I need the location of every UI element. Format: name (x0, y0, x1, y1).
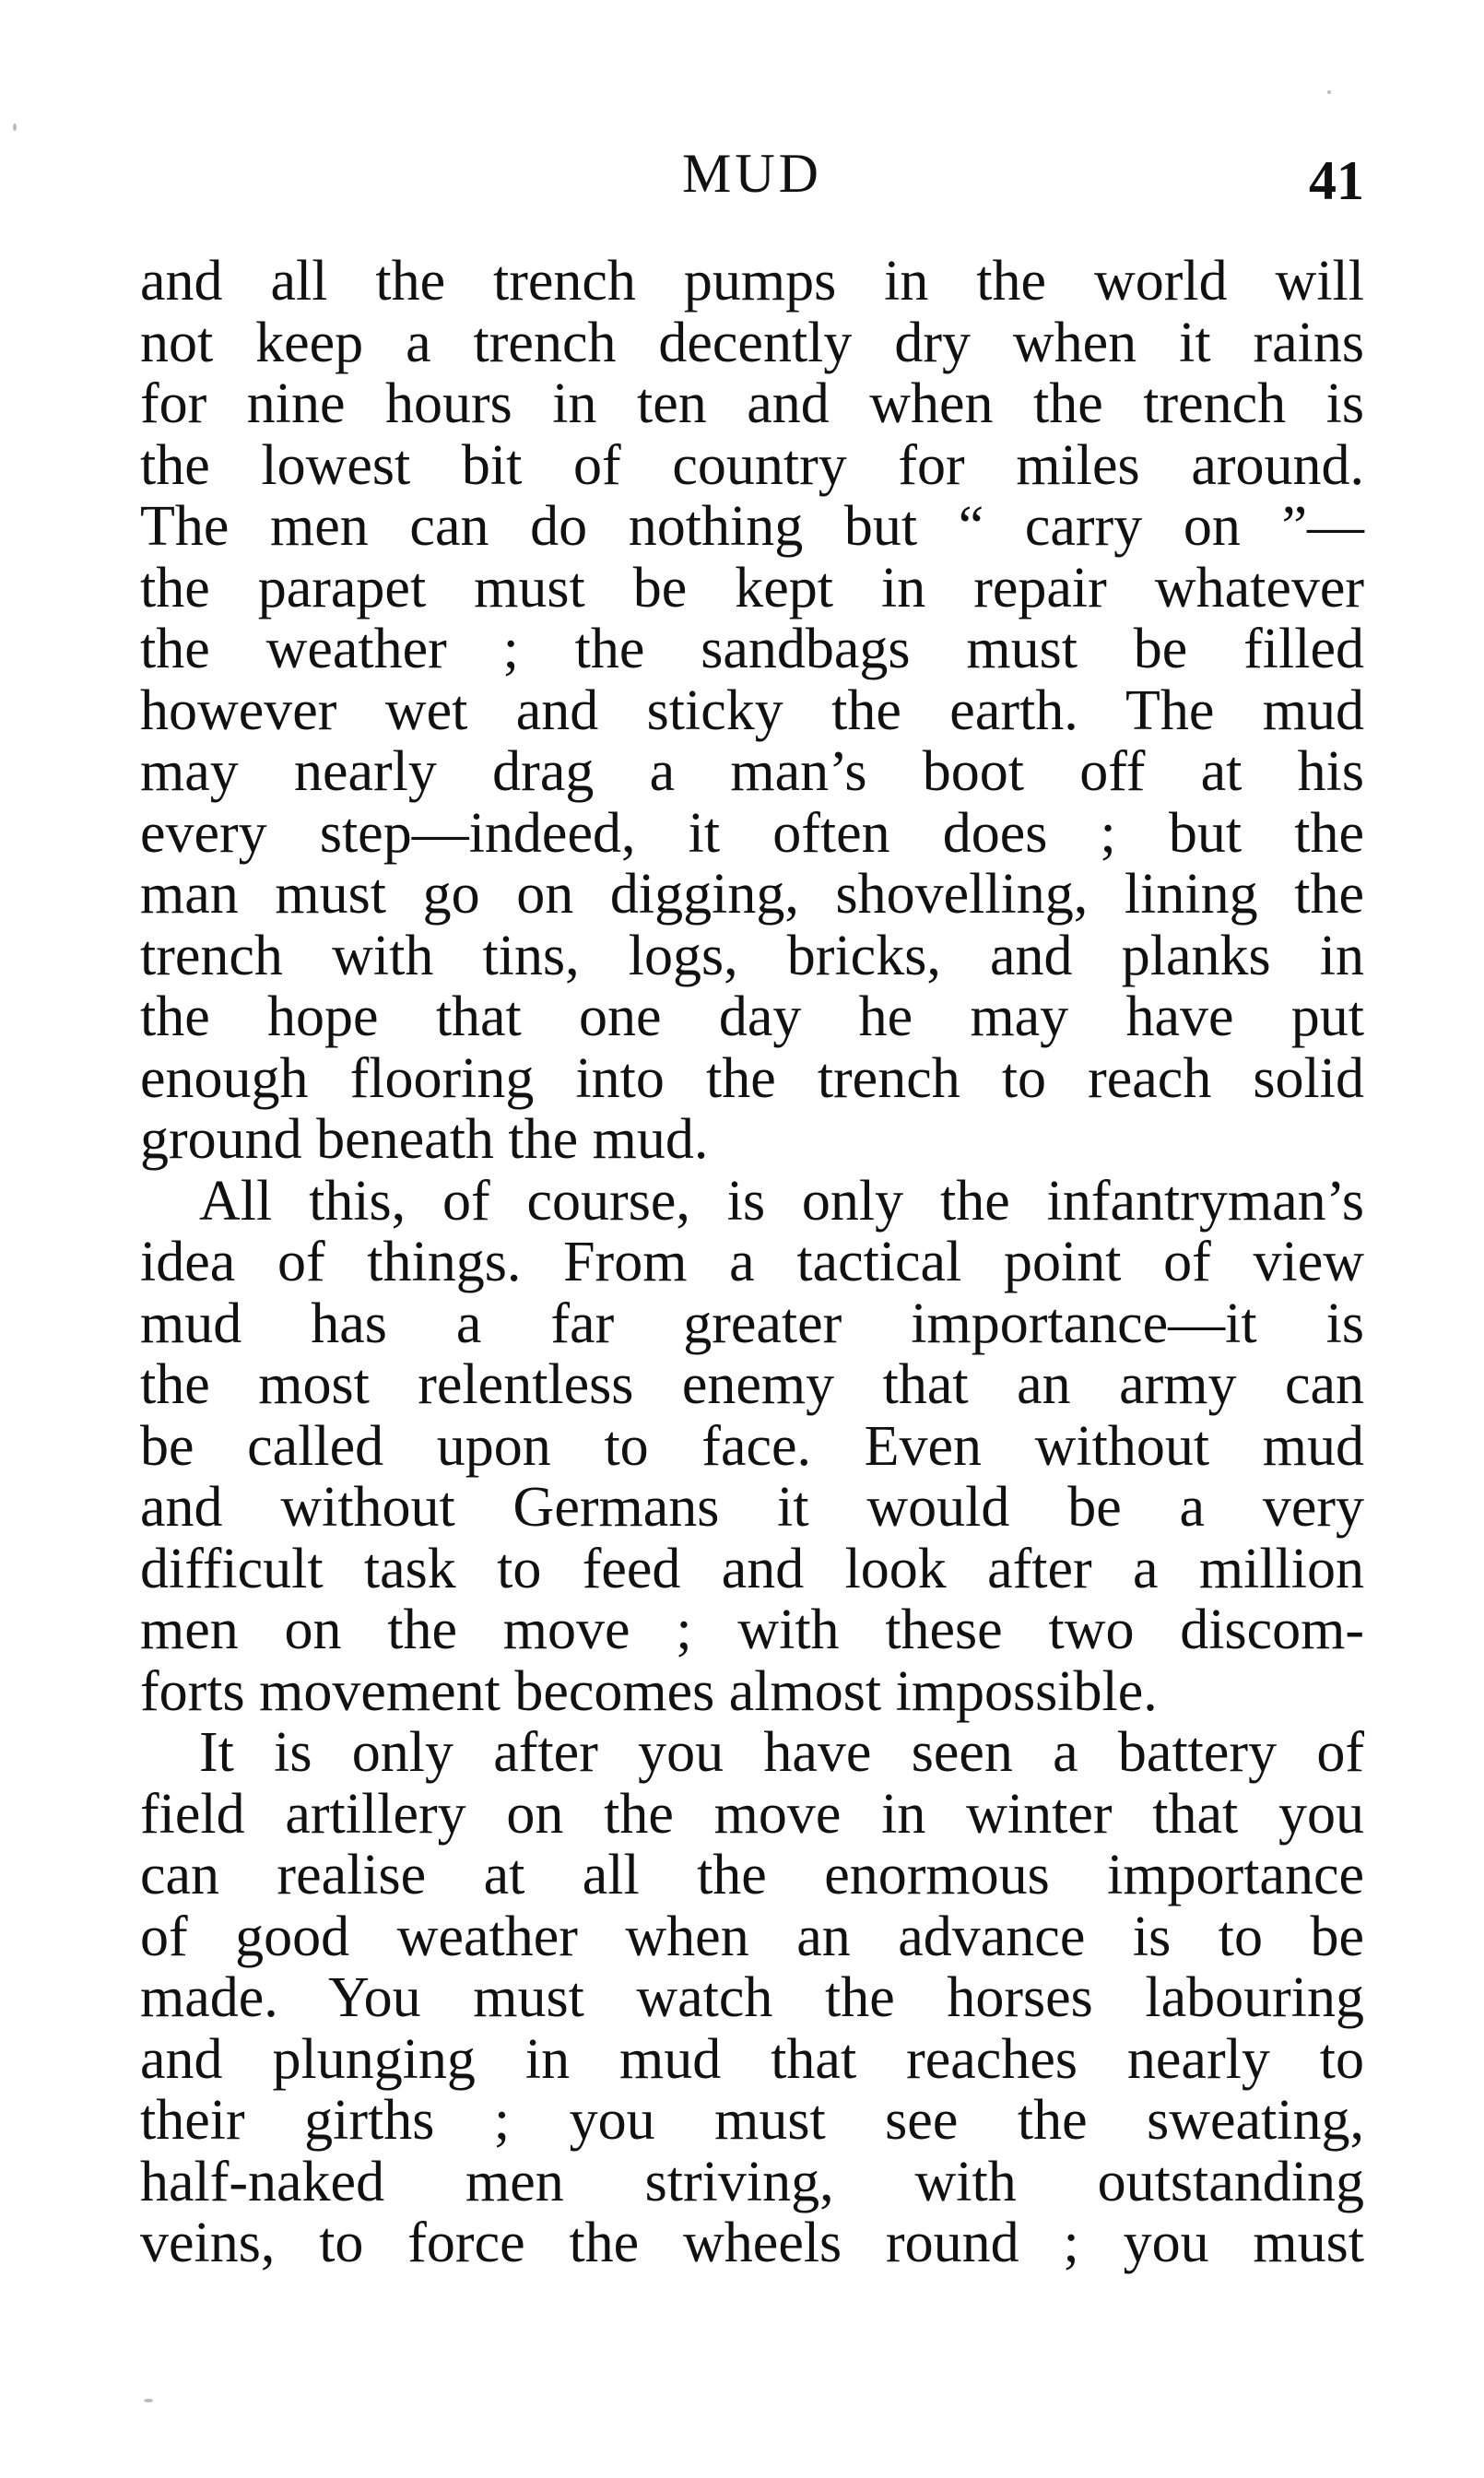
text-line: half-naked men striving, with outstanding (140, 2150, 1364, 2213)
text-line: may nearly drag a man’s boot off at his (140, 740, 1364, 803)
text-line: ground beneath the mud. (140, 1108, 709, 1171)
text-line: be called upon to face. Even without mud (140, 1414, 1364, 1478)
running-head (140, 136, 1364, 219)
text-line: can realise at all the enormous importance (140, 1844, 1364, 1906)
running-title: MUD (681, 143, 822, 204)
text-line: mud has a far greater importance—it is (140, 1292, 1364, 1355)
text-line: the parapet must be kept in repair whatever (140, 556, 1364, 620)
text-line: of good weather when an advance is to be (140, 1905, 1364, 1968)
text-line: trench with tins, logs, bricks, and planks in (140, 924, 1364, 987)
text-line: the lowest bit of country for miles around. (140, 433, 1364, 497)
text-line: and plunging in mud that reaches nearly to (140, 2027, 1364, 2091)
text-line: for nine hours in ten and when the trench is (140, 372, 1364, 435)
text-line: the most relentless enemy that an army can (140, 1353, 1364, 1416)
paper-speck (13, 124, 17, 131)
page-number: 41 (1309, 150, 1364, 211)
text-line: however wet and sticky the earth. The mud (140, 678, 1364, 742)
text-line: the hope that one day he may have put (140, 985, 1364, 1048)
text-line: the weather ; the sandbags must be filled (140, 618, 1364, 680)
text-line: All this, of course, is only the infantryman’s (199, 1169, 1364, 1233)
text-line: forts movement becomes almost impossible. (140, 1659, 1158, 1723)
text-line: and all the trench pumps in the world will (140, 250, 1364, 313)
text-line: difficult task to feed and look after a million (140, 1537, 1364, 1600)
text-line: idea of things. From a tactical point of view (140, 1231, 1364, 1293)
text-line: It is only after you have seen a battery of (199, 1721, 1364, 1784)
text-line: veins, to force the wheels round ; you must (140, 2212, 1364, 2274)
text-line: not keep a trench decently dry when it rains (140, 311, 1364, 374)
text-line: field artillery on the move in winter that you (140, 1782, 1364, 1846)
text-line: man must go on digging, shovelling, lining the (140, 863, 1364, 926)
text-line: The men can do nothing but “ carry on ”— (140, 495, 1364, 558)
text-line: enough flooring into the trench to reach solid (140, 1046, 1364, 1110)
body-text (140, 251, 1364, 2274)
text-line: and without Germans it would be a very (140, 1476, 1364, 1539)
text-line: their girths ; you must see the sweating, (140, 2089, 1364, 2152)
text-line: made. You must watch the horses labouring (140, 1966, 1364, 2029)
paper-speck (1327, 90, 1331, 94)
text-line: men on the move ; with these two discom- (140, 1599, 1364, 1661)
paper-speck (144, 2399, 153, 2402)
text-line: every step—indeed, it often does ; but the (140, 801, 1364, 865)
